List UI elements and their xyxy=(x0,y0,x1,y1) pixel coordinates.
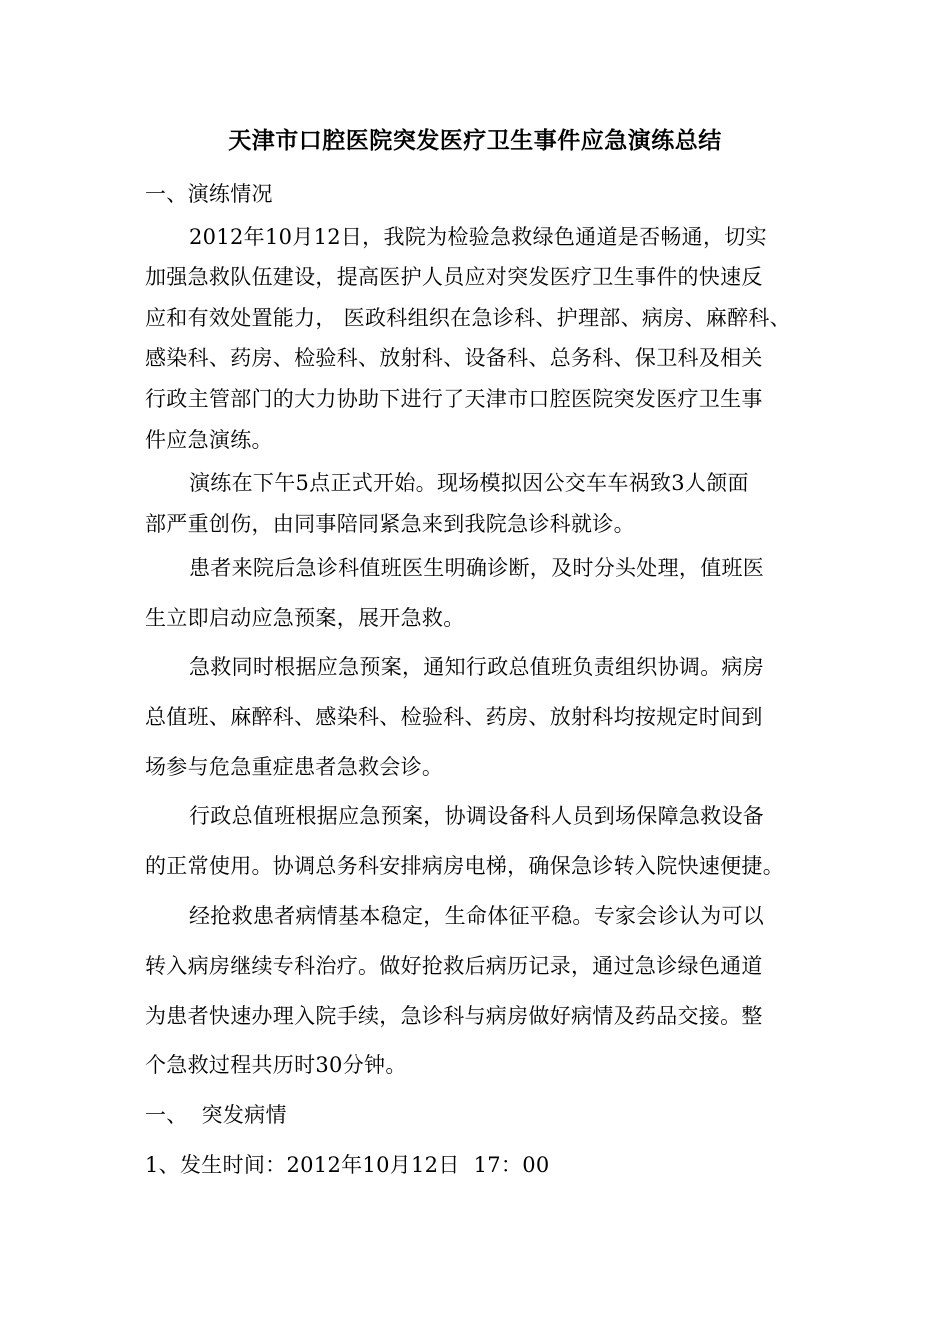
paragraph-line: 个急救过程共历时30分钟。 xyxy=(145,1053,407,1077)
list-item: 1、发生时间：2012年10月12日 17：00 xyxy=(145,1153,550,1177)
paragraph-line: 部严重创伤，由同事陪同紧急来到我院急诊科就诊。 xyxy=(145,512,635,536)
paragraph-line: 行政总值班根据应急预案，协调设备科人员到场保障急救设备 xyxy=(189,804,765,828)
section-heading: 一、演练情况 xyxy=(145,182,273,206)
paragraph-line: 件应急演练。 xyxy=(145,428,273,452)
document-title: 天津市口腔医院突发医疗卫生事件应急演练总结 xyxy=(228,127,722,154)
paragraph-line: 总值班、麻醉科、感染科、检验科、药房、放射科均按规定时间到 xyxy=(145,705,763,729)
paragraph-line: 为患者快速办理入院手续，急诊科与病房做好病情及药品交接。整 xyxy=(145,1004,763,1028)
paragraph-line: 场参与危急重症患者急救会诊。 xyxy=(145,755,444,779)
paragraph-line: 的正常使用。协调总务科安排病房电梯，确保急诊转入院快速便捷。 xyxy=(145,854,784,878)
paragraph-line: 加强急救队伍建设，提高医护人员应对突发医疗卫生事件的快速反 xyxy=(145,265,763,289)
paragraph-line: 演练在下午5点正式开始。现场模拟因公交车车祸致3人颌面 xyxy=(189,471,749,495)
paragraph-line: 应和有效处置能力， 医政科组织在急诊科、护理部、病房、麻醉科、 xyxy=(145,306,791,330)
paragraph-line: 行政主管部门的大力协助下进行了天津市口腔医院突发医疗卫生事 xyxy=(145,387,763,411)
paragraph-line: 患者来院后急诊科值班医生明确诊断，及时分头处理，值班医 xyxy=(189,556,765,580)
paragraph-line: 2012年10月12日，我院为检验急救绿色通道是否畅通，切实 xyxy=(189,225,767,249)
paragraph-line: 转入病房继续专科治疗。做好抢救后病历记录，通过急诊绿色通道 xyxy=(145,954,763,978)
paragraph-line: 急救同时根据应急预案，通知行政总值班负责组织协调。病房 xyxy=(189,655,765,679)
section-heading: 一、 突发病情 xyxy=(145,1103,287,1127)
paragraph-line: 生立即启动应急预案，展开急救。 xyxy=(145,606,465,630)
paragraph-line: 感染科、药房、检验科、放射科、设备科、总务科、保卫科及相关 xyxy=(145,346,763,370)
paragraph-line: 经抢救患者病情基本稳定，生命体征平稳。专家会诊认为可以 xyxy=(189,904,765,928)
